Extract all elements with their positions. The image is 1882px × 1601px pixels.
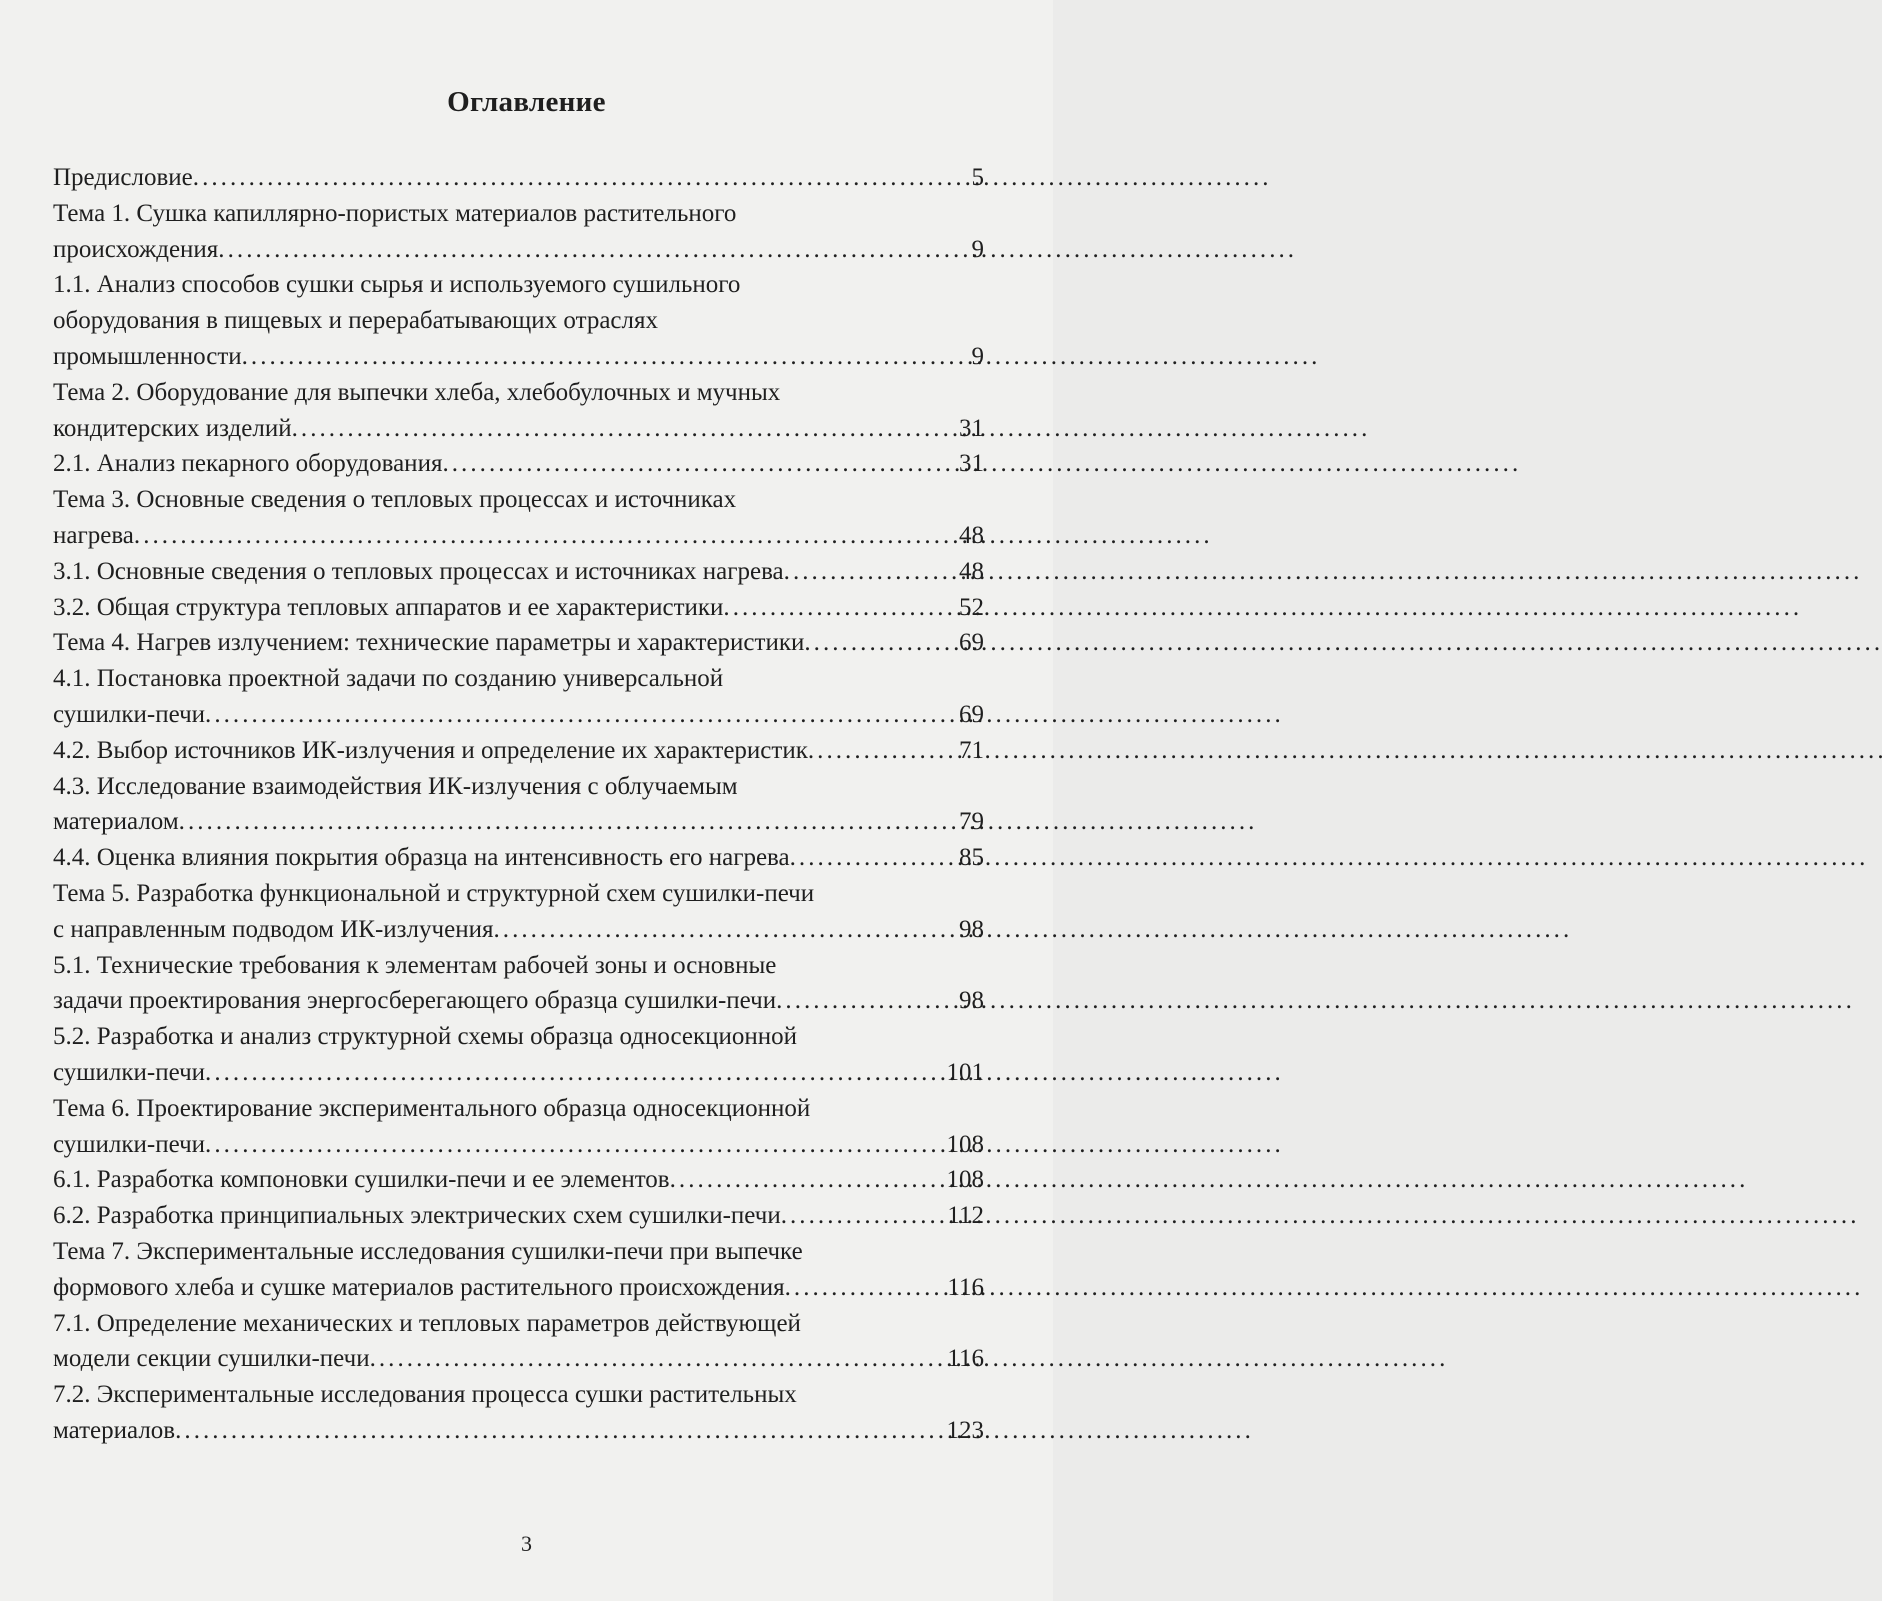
toc-entry-page: 52: [959, 593, 984, 621]
toc-title: Оглавление: [447, 86, 606, 118]
dot-leader: [134, 518, 955, 554]
toc-entry-text: формового хлеба и сушке материалов растительного происхождения: [53, 1273, 785, 1301]
toc-entry-text: Тема 1. Сушка капиллярно-пористых материалов растительного: [53, 199, 737, 227]
toc-entry-page: 48: [959, 521, 984, 549]
toc-entry-page: 108: [946, 1130, 984, 1158]
dot-leader: [790, 840, 955, 876]
toc-entry-last-line: [53, 554, 984, 590]
toc-entry: [53, 1091, 984, 1163]
toc-entry-page: 48: [959, 557, 984, 585]
toc-entry: [53, 661, 984, 733]
toc-entry: [53, 1306, 984, 1378]
toc-entry: [53, 375, 984, 447]
toc-entry-text: 6.1. Разработка компоновки сушилки-печи и ее элементов: [53, 1166, 670, 1194]
toc-entry-last-line: [53, 232, 984, 268]
toc-entry-text: задачи проектирования энергосберегающего образца сушилки-печи: [53, 987, 777, 1015]
dot-leader: [785, 1270, 944, 1306]
toc-entry-last-line: [53, 1341, 984, 1377]
toc-entry-text: кондитерских изделий: [53, 414, 292, 442]
dot-leader: [218, 232, 967, 268]
toc-entry-page: 71: [959, 736, 984, 764]
toc-entry-text: материалом: [53, 808, 179, 836]
toc-entry: [53, 1198, 984, 1234]
dot-leader: [723, 590, 955, 626]
toc-entry-page: 5: [971, 164, 984, 191]
dot-leader: [781, 1198, 944, 1234]
toc-entry: [53, 482, 984, 554]
toc-entry-text: Предисловие: [53, 164, 193, 191]
toc-entry: [53, 948, 984, 1020]
toc-entry: [53, 733, 984, 769]
toc-entry: [53, 1234, 984, 1306]
toc-entry-page: 79: [959, 808, 984, 836]
toc-entry-page: 31: [959, 450, 984, 478]
toc-entry-last-line: [53, 1162, 984, 1198]
dot-leader: [179, 804, 955, 840]
toc-entry-text: Тема 6. Проектирование экспериментального образца односекционной: [53, 1094, 811, 1122]
toc-entry-text: 7.1. Определение механических и тепловых параметров действующей: [53, 1309, 801, 1337]
toc-entry-last-line: [53, 840, 984, 876]
toc-entry-last-line: [53, 912, 984, 948]
toc-entry: [53, 590, 984, 626]
toc-entry-text: 2.1. Анализ пекарного оборудования: [53, 450, 443, 478]
toc-entry-text: 5.2. Разработка и анализ структурной схемы образца односекционной: [53, 1023, 798, 1051]
dot-leader: [205, 1055, 942, 1091]
toc-entry: [53, 1377, 984, 1449]
dot-leader: [442, 446, 955, 482]
toc-entry-page: 98: [959, 987, 984, 1015]
dot-leader: [776, 983, 955, 1019]
toc-entry-page: 85: [959, 844, 984, 872]
toc-entry: [53, 1019, 984, 1091]
dot-leader: [784, 554, 955, 590]
toc-entry-page: 31: [959, 414, 984, 442]
toc-entry: [53, 625, 984, 661]
toc-entry-text: 4.4. Оценка влияния покрытия образца на интенсивность его нагрева: [53, 844, 790, 872]
toc-entry-last-line: [53, 1270, 984, 1306]
toc-entry-last-line: [53, 411, 984, 447]
toc-entry-text: 7.2. Экспериментальные исследования процесса сушки растительных: [53, 1381, 797, 1409]
toc-entry-page: 116: [947, 1345, 984, 1373]
toc-entry: [53, 267, 984, 374]
dot-leader: [242, 339, 968, 375]
table-of-contents: [53, 160, 984, 1449]
dot-leader: [493, 912, 955, 948]
toc-entry-text: оборудования в пищевых и перерабатывающих отраслях: [53, 307, 659, 335]
toc-entry-page: 116: [947, 1273, 984, 1301]
toc-entry-last-line: [53, 804, 984, 840]
toc-entry-text: Тема 4. Нагрев излучением: технические параметры и характеристики: [53, 629, 805, 657]
toc-entry-text: 3.1. Основные сведения о тепловых процессах и источниках нагрева: [53, 557, 784, 585]
toc-entry-text: промышленности: [53, 342, 242, 370]
toc-entry: [53, 876, 984, 948]
toc-entry-last-line: [53, 339, 984, 375]
toc-entry-text: модели секции сушилки-печи: [53, 1345, 370, 1373]
toc-entry-page: 69: [959, 700, 984, 728]
dot-leader: [175, 1413, 942, 1449]
toc-entry-last-line: [53, 1055, 984, 1091]
toc-entry-last-line: [53, 697, 984, 733]
toc-entry-page: 112: [947, 1202, 984, 1230]
toc-entry-text: нагрева: [53, 521, 134, 549]
toc-entry: [53, 840, 984, 876]
toc-entry-text: с направленным подводом ИК-излучения: [53, 915, 494, 943]
toc-entry-last-line: [53, 1413, 984, 1449]
toc-entry-page: 9: [971, 235, 984, 263]
toc-entry-last-line: [53, 446, 984, 482]
toc-entry-text: сушилки-печи: [53, 1058, 206, 1086]
toc-entry-last-line: [53, 1127, 984, 1163]
toc-entry-text: Тема 3. Основные сведения о тепловых процессах и источниках: [53, 486, 737, 514]
toc-entry-text: сушилки-печи: [53, 700, 206, 728]
toc-entry-text: Тема 2. Оборудование для выпечки хлеба, хлебобулочных и мучных: [53, 378, 781, 406]
toc-entry-last-line: [53, 160, 984, 196]
toc-entry-text: 4.3. Исследование взаимодействия ИК-излучения с облучаемым: [53, 772, 738, 800]
dot-leader: [193, 160, 968, 196]
toc-entry-page: 9: [971, 342, 984, 370]
toc-entry-text: 1.1. Анализ способов сушки сырья и используемого сушильного: [53, 271, 741, 299]
toc-entry-text: 6.2. Разработка принципиальных электрических схем сушилки-печи: [53, 1202, 781, 1230]
toc-entry-last-line: [53, 733, 984, 769]
toc-entry: [53, 1162, 984, 1198]
toc-entry: [53, 769, 984, 841]
dot-leader: [370, 1341, 944, 1377]
toc-entry-text: Тема 5. Разработка функциональной и структурной схем сушилки-печи: [53, 879, 815, 907]
toc-entry: [53, 446, 984, 482]
dot-leader: [808, 733, 955, 769]
toc-entry-page: 108: [946, 1166, 984, 1194]
toc-entry-text: 3.2. Общая структура тепловых аппаратов и ее характеристики: [53, 593, 724, 621]
dot-leader: [804, 625, 955, 661]
toc-entry-last-line: [53, 625, 984, 661]
toc-entry: [53, 554, 984, 590]
toc-entry-text: 5.1. Технические требования к элементам рабочей зоны и основные: [53, 951, 777, 979]
toc-entry: [53, 196, 984, 268]
toc-entry-last-line: [53, 983, 984, 1019]
toc-entry-text: Тема 7. Экспериментальные исследования сушилки-печи при выпечке: [53, 1237, 803, 1265]
toc-entry-page: 98: [959, 915, 984, 943]
toc-entry-page: 101: [946, 1058, 984, 1086]
toc-entry-text: 4.2. Выбор источников ИК-излучения и определение их характеристик: [53, 736, 808, 764]
toc-entry: [53, 160, 984, 196]
dot-leader: [205, 697, 955, 733]
dot-leader: [670, 1162, 943, 1198]
toc-entry-text: 4.1. Постановка проектной задачи по созданию универсальной: [53, 665, 724, 693]
toc-entry-last-line: [53, 590, 984, 626]
toc-entry-text: происхождения: [53, 235, 219, 263]
toc-entry-text: сушилки-печи: [53, 1130, 206, 1158]
toc-entry-text: материалов: [53, 1416, 176, 1444]
toc-entry-page: 69: [959, 629, 984, 657]
dot-leader: [292, 411, 955, 447]
toc-entry-last-line: [53, 1198, 984, 1234]
dot-leader: [205, 1127, 942, 1163]
toc-entry-page: 123: [946, 1416, 984, 1444]
page-number: 3: [521, 1531, 532, 1556]
toc-entry-last-line: [53, 518, 984, 554]
